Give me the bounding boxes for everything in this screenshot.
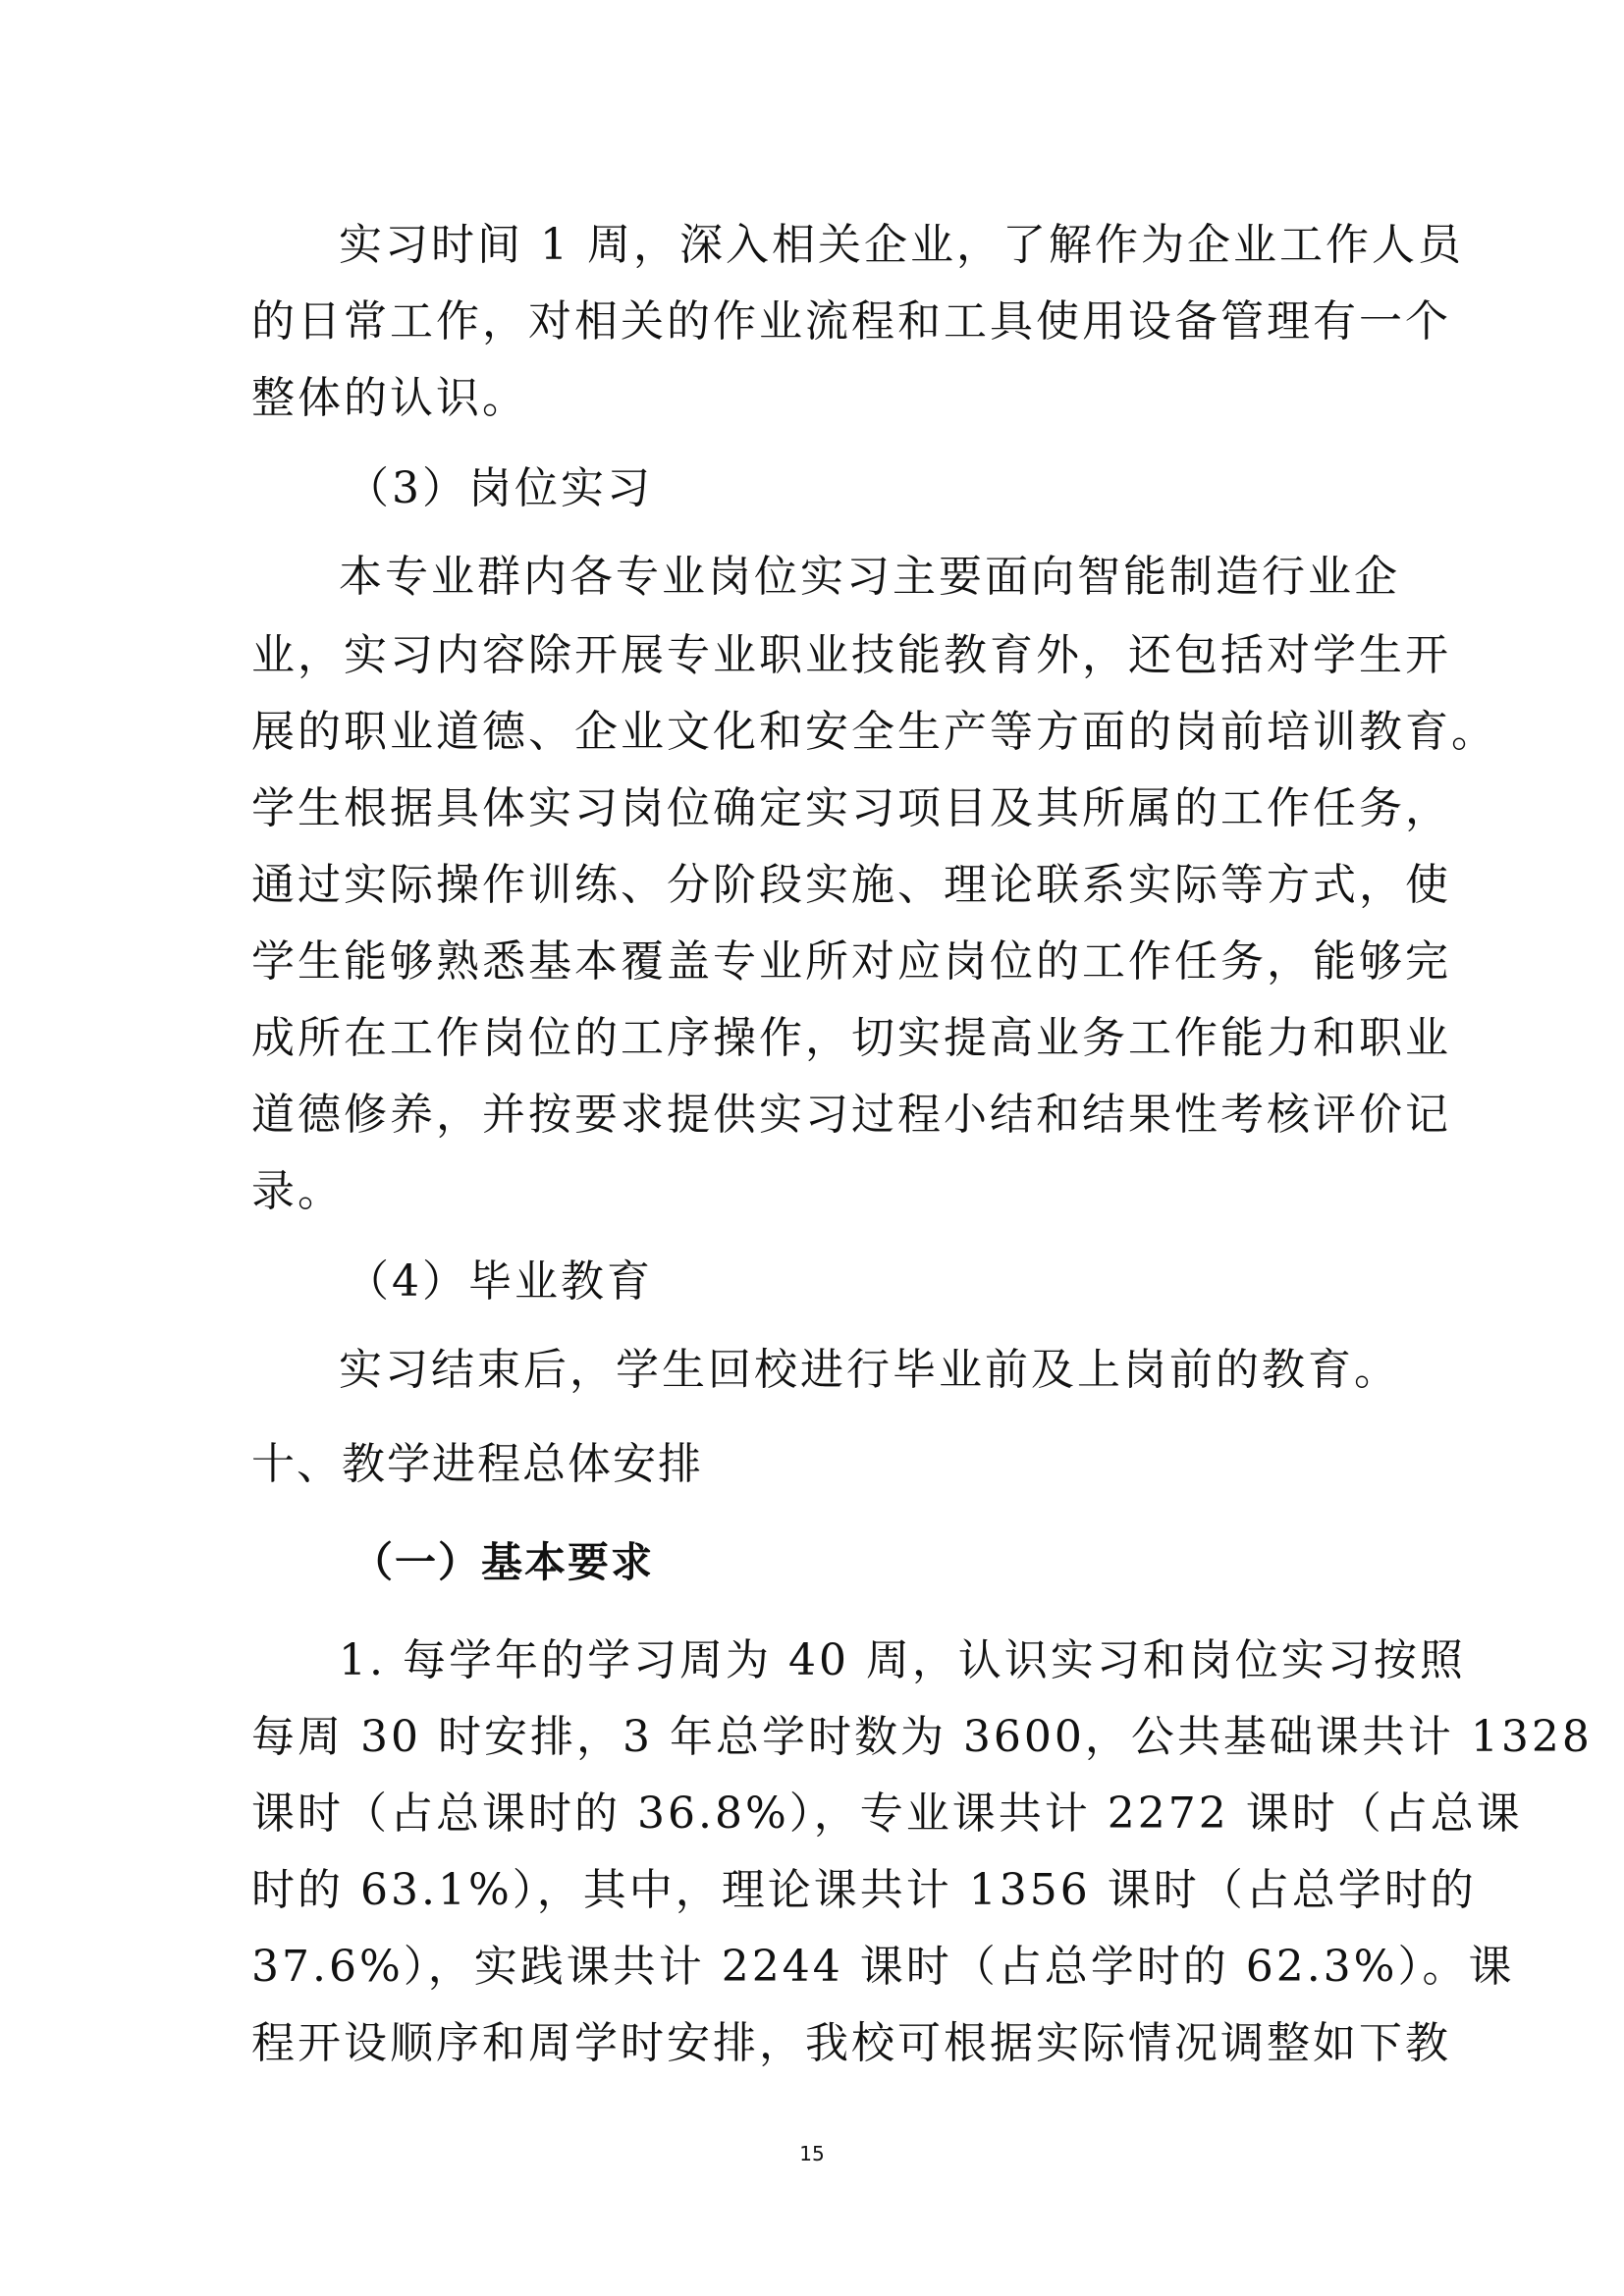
subsection-label: （4）毕业教育 [346, 1256, 653, 1307]
paragraph-line: 课时（占总课时的 36.8%），专业课共计 2272 课时（占总课 [251, 1789, 1523, 1839]
paragraph-line: 成所在工作岗位的工序操作，切实提高业务工作能力和职业 [251, 1013, 1451, 1063]
paragraph-line: 37.6%），实践课共计 2244 课时（占总学时的 62.3%）。课 [251, 1942, 1515, 1992]
paragraph-line: 通过实际操作训练、分阶段实施、理论联系实际等方式，使 [251, 860, 1451, 910]
paragraph-line: 业，实习内容除开展专业职业技能教育外，还包括对学生开 [251, 630, 1451, 680]
paragraph-line: 实习时间 1 周，深入相关企业，了解作为企业工作人员 [339, 220, 1464, 270]
paragraph-line: 展的职业道德、企业文化和安全生产等方面的岗前培训教育。 [251, 707, 1497, 757]
subsection-label: （3）岗位实习 [346, 463, 653, 513]
paragraph-line: 1. 每学年的学习周为 40 周，认识实习和岗位实习按照 [339, 1635, 1466, 1685]
paragraph-line: 实习结束后，学生回校进行毕业前及上岗前的教育。 [339, 1345, 1400, 1395]
paragraph-line: 整体的认识。 [251, 373, 528, 423]
paragraph-line: 时的 63.1%），其中，理论课共计 1356 课时（占总学时的 [251, 1865, 1477, 1915]
paragraph-line: 每周 30 时安排，3 年总学时数为 3600，公共基础课共计 1328 [251, 1712, 1593, 1762]
paragraph-line: 的日常工作，对相关的作业流程和工具使用设备管理有一个 [251, 296, 1451, 347]
paragraph-line: 录。 [251, 1166, 344, 1216]
paragraph-line: 学生根据具体实习岗位确定实习项目及其所属的工作任务， [251, 783, 1451, 833]
paragraph-line: 程开设顺序和周学时安排，我校可根据实际情况调整如下教 [251, 2018, 1451, 2068]
paragraph-line: 道德修养，并按要求提供实习过程小结和结果性考核评价记 [251, 1090, 1451, 1140]
section-title: 十、教学进程总体安排 [251, 1439, 703, 1489]
paragraph-line: 本专业群内各专业岗位实习主要面向智能制造行业企 [339, 552, 1400, 602]
subsection-title: （一）基本要求 [352, 1538, 655, 1586]
page-number: 15 [799, 2142, 825, 2165]
paragraph-line: 学生能够熟悉基本覆盖专业所对应岗位的工作任务，能够完 [251, 936, 1451, 987]
